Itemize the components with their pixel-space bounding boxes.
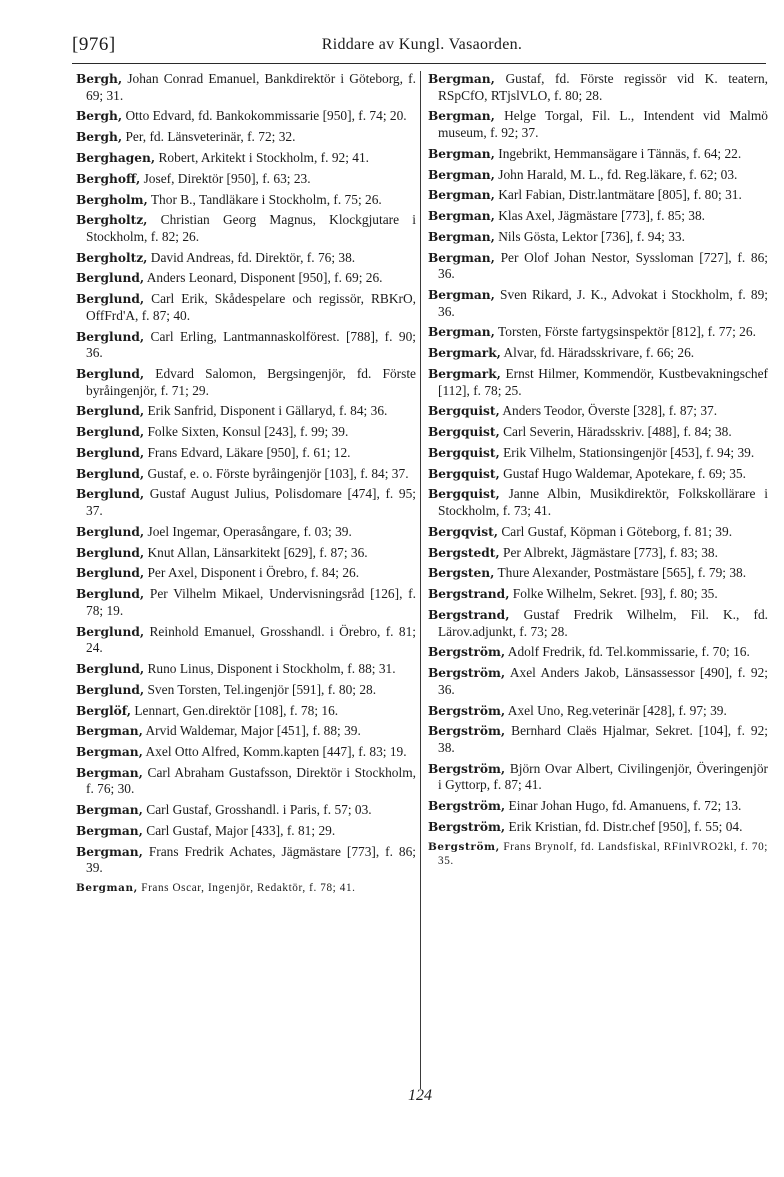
entry-details: Reinhold Emanuel, Grosshandl. i Örebro, f. 81; 24.: [86, 623, 416, 656]
entry-surname: Bergström,: [428, 799, 506, 814]
register-entry: [428, 108, 768, 141]
entry-details: Thor B., Tandläkare i Stockholm, f. 75; 26.: [150, 191, 382, 207]
entry-details: Frans Oscar, Ingenjör, Redaktör, f. 78; 41.: [141, 882, 356, 895]
register-entry: [76, 881, 416, 896]
entry-surname: Bergström,: [428, 703, 506, 718]
entry-details: Gustaf Hugo Waldemar, Apotekare, f. 69; 35.: [503, 465, 746, 481]
entry-surname: Bergquist,: [428, 445, 500, 460]
entry-details: Joel Ingemar, Operasångare, f. 03; 39.: [147, 523, 352, 539]
entry-surname: Bergstrand,: [428, 587, 510, 602]
register-entry: [428, 466, 768, 483]
register-entry: [76, 744, 416, 761]
entry-details: Carl Abraham Gustafsson, Direktör i Stockholm, f. 76; 30.: [86, 764, 416, 797]
entry-details: Janne Albin, Musikdirektör, Folkskollärare i Stockholm, f. 73; 41.: [438, 486, 768, 519]
entry-details: Carl Erik, Skådespelare och regissör, RBKrO, OffFrd'A, f. 87; 40.: [86, 291, 416, 323]
entry-surname: Bergman,: [76, 882, 138, 895]
entry-details: Ernst Hilmer, Kommendör, Kustbevakningschef [112], f. 78; 25.: [438, 365, 768, 398]
entry-surname: Berglund,: [76, 366, 145, 381]
register-entry: [428, 71, 768, 104]
entry-surname: Bergqvist,: [428, 524, 498, 539]
entry-surname: Bergman,: [76, 745, 143, 760]
register-entry: [428, 586, 768, 603]
entry-details: Carl Gustaf, Köpman i Göteborg, f. 81; 39.: [501, 523, 733, 539]
register-entry: [428, 424, 768, 441]
entry-surname: Bergman,: [76, 844, 143, 859]
entry-surname: Berglund,: [76, 524, 145, 539]
register-entry: [76, 445, 416, 462]
entry-details: Erik Sanfrid, Disponent i Gällaryd, f. 84; 36.: [147, 403, 388, 419]
entry-details: Nils Gösta, Lektor [736], f. 94; 33.: [498, 228, 685, 244]
entry-surname: Bergman,: [428, 250, 495, 265]
register-entry: [76, 586, 416, 619]
entry-surname: Berglund,: [76, 445, 145, 460]
entry-surname: Berghagen,: [76, 150, 156, 165]
entry-details: Alvar, fd. Häradsskrivare, f. 66; 26.: [503, 345, 695, 361]
register-entry: [428, 208, 768, 225]
entry-details: Carl Gustaf, Grosshandl. i Paris, f. 57; 03.: [146, 802, 372, 818]
entry-details: David Andreas, fd. Direktör, f. 76; 38.: [150, 249, 356, 265]
entry-details: Ingebrikt, Hemmansägare i Tännäs, f. 64; 22.: [498, 145, 742, 161]
register-entry: [76, 403, 416, 420]
register-entry: [76, 466, 416, 483]
register-entry: [76, 823, 416, 840]
entry-surname: Berglund,: [76, 487, 145, 502]
entry-details: Karl Fabian, Distr.lantmätare [805], f. 80; 31.: [498, 187, 742, 203]
register-entry: [428, 665, 768, 698]
entry-details: Frans Edvard, Läkare [950], f. 61; 12.: [147, 444, 351, 460]
entry-details: Adolf Fredrik, fd. Tel.kommissarie, f. 70; 16.: [507, 644, 750, 660]
register-entry: [76, 703, 416, 720]
register-entry: [428, 486, 768, 519]
entry-details: Josef, Direktör [950], f. 63; 23.: [143, 170, 311, 186]
register-entry: [76, 844, 416, 877]
entry-surname: Berglund,: [76, 425, 145, 440]
entry-surname: Berglund,: [76, 566, 145, 581]
entry-surname: Bergholm,: [76, 192, 148, 207]
entry-details: Bernhard Claës Hjalmar, Sekret. [104], f. 92; 38.: [438, 723, 768, 755]
entry-details: Gustaf, fd. Förste regissör vid K. teatern, RSpCfO, RTjslVLO, f. 80; 28.: [438, 71, 768, 103]
entry-details: Edvard Salomon, Bergsingenjör, fd. Förste byråingenjör, f. 71; 29.: [86, 365, 416, 398]
entry-details: Gustaf August Julius, Polisdomare [474], f. 95; 37.: [86, 486, 416, 519]
entry-surname: Bergman,: [428, 188, 495, 203]
entry-surname: Bergh,: [76, 130, 123, 145]
entry-surname: Bergström,: [428, 819, 506, 834]
entry-surname: Berglund,: [76, 292, 145, 307]
register-entry: [76, 682, 416, 699]
entry-details: Arvid Waldemar, Major [451], f. 88; 39.: [145, 723, 361, 739]
running-title: Riddare av Kungl. Vasaorden.: [321, 36, 523, 53]
register-entry: [76, 524, 416, 541]
entry-surname: Bergmark,: [428, 366, 501, 381]
register-entry: [428, 644, 768, 661]
entry-details: Klas Axel, Jägmästare [773], f. 85; 38.: [498, 208, 706, 224]
register-entry: [428, 366, 768, 399]
entry-details: Per Vilhelm Mikael, Undervisningsråd [126], f. 78; 19.: [86, 586, 416, 618]
right-column: [428, 71, 768, 873]
entry-surname: Bergman,: [428, 288, 495, 303]
entry-surname: Berglund,: [76, 404, 145, 419]
entry-surname: Bergström,: [428, 840, 500, 853]
register-entry: [428, 840, 768, 869]
entry-surname: Bergh,: [76, 109, 123, 124]
register-entry: [428, 703, 768, 720]
entry-details: Gustaf, e. o. Förste byråingenjör [103], f. 84; 37.: [147, 465, 409, 481]
entry-surname: Berglund,: [76, 545, 145, 560]
entry-surname: Bergsten,: [428, 566, 495, 581]
register-entry: [76, 661, 416, 678]
register-entry: [76, 171, 416, 188]
page-number: [976]: [72, 34, 116, 55]
entry-surname: Bergmark,: [428, 346, 501, 361]
entry-details: Torsten, Förste fartygsinspektör [812], f. 77; 26.: [498, 324, 756, 340]
entry-surname: Bergman,: [428, 109, 495, 124]
register-entry: [428, 445, 768, 462]
register-entry: [76, 624, 416, 657]
entry-details: Axel Anders Jakob, Länsassessor [490], f. 92; 36.: [438, 665, 769, 697]
register-entry: [76, 366, 416, 399]
entry-surname: Bergström,: [428, 724, 506, 739]
entry-surname: Berglund,: [76, 329, 145, 344]
register-entry: [428, 229, 768, 246]
entry-surname: Bergholtz,: [76, 250, 148, 265]
entry-details: Anders Teodor, Överste [328], f. 87; 37.: [502, 403, 718, 419]
register-entry: [76, 545, 416, 562]
entry-details: Einar Johan Hugo, fd. Amanuens, f. 72; 13.: [508, 798, 742, 814]
entry-surname: Berglund,: [76, 466, 145, 481]
register-entry: [428, 723, 768, 756]
entry-details: Carl Erling, Lantmannaskolförest. [788], f. 90; 36.: [86, 328, 416, 361]
entry-details: Axel Uno, Reg.veterinär [428], f. 97; 39.: [507, 702, 727, 718]
entry-details: Runo Linus, Disponent i Stockholm, f. 88; 31.: [147, 660, 396, 676]
register-entry: [428, 524, 768, 541]
register-entry: [76, 723, 416, 740]
entry-surname: Bergman,: [76, 824, 143, 838]
entry-surname: Bergström,: [428, 666, 506, 681]
entry-details: Anders Leonard, Disponent [950], f. 69; 26.: [146, 270, 383, 286]
register-entry: [428, 565, 768, 582]
entry-surname: Bergman,: [76, 803, 143, 818]
register-entry: [428, 146, 768, 163]
register-entry: [76, 108, 416, 125]
register-entry: [428, 167, 768, 184]
register-entry: [76, 765, 416, 798]
register-entry: [76, 424, 416, 441]
entry-surname: Bergman,: [428, 325, 495, 340]
register-entry: [76, 329, 416, 362]
register-entry: [76, 129, 416, 146]
entry-surname: Bergquist,: [428, 404, 500, 419]
folio-number: 124: [408, 1087, 432, 1104]
entry-details: Sven Torsten, Tel.ingenjör [591], f. 80; 28.: [147, 681, 377, 697]
entry-surname: Berglund,: [76, 624, 145, 639]
entry-details: Robert, Arkitekt i Stockholm, f. 92; 41.: [158, 149, 370, 165]
entry-details: Helge Torgal, Fil. L., Intendent vid Malmö museum, f. 92; 37.: [438, 108, 768, 140]
entry-details: Per Axel, Disponent i Örebro, f. 84; 26.: [147, 565, 360, 581]
entry-details: Carl Severin, Häradsskriv. [488], f. 84; 38.: [503, 424, 732, 440]
entry-details: Per, fd. Länsveterinär, f. 72; 32.: [125, 129, 296, 145]
entry-details: Knut Allan, Länsarkitekt [629], f. 87; 36.: [147, 544, 368, 560]
entry-details: Thure Alexander, Postmästare [565], f. 79; 38.: [497, 565, 747, 581]
register-entry: [76, 212, 416, 245]
register-entry: [76, 270, 416, 287]
entry-surname: Bergh,: [76, 72, 123, 86]
left-column: [76, 71, 416, 900]
register-entry: [428, 607, 768, 640]
register-entry: [428, 187, 768, 204]
entry-surname: Berglund,: [76, 271, 145, 286]
entry-details: Erik Vilhelm, Stationsingenjör [453], f. 94; 39.: [503, 444, 755, 460]
entry-surname: Berglöf,: [76, 703, 131, 718]
entry-details: Gustaf Fredrik Wilhelm, Fil. K., fd. Lärov.adjunkt, f. 73; 28.: [438, 606, 768, 639]
entry-surname: Bergquist,: [428, 425, 500, 440]
entry-details: Lennart, Gen.direktör [108], f. 78; 16.: [134, 702, 339, 718]
register-entry: [428, 250, 768, 283]
entry-details: Axel Otto Alfred, Komm.kapten [447], f. 83; 19.: [145, 744, 407, 760]
entry-surname: Bergman,: [76, 724, 143, 739]
register-entry: [428, 287, 768, 320]
entry-details: Folke Sixten, Konsul [243], f. 99; 39.: [147, 424, 349, 440]
entry-surname: Bergstedt,: [428, 545, 500, 560]
entry-details: Per Olof Johan Nestor, Syssloman [727], f. 86; 36.: [438, 249, 768, 282]
register-entry: [428, 403, 768, 420]
register-entry: [76, 192, 416, 209]
entry-surname: Bergquist,: [428, 487, 500, 502]
entry-details: Johan Conrad Emanuel, Bankdirektör i Göteborg, f. 69; 31.: [86, 71, 416, 103]
entry-surname: Bergquist,: [428, 466, 500, 481]
column-divider: [420, 71, 421, 1089]
register-entry: [428, 798, 768, 815]
entry-surname: Bergman,: [428, 167, 495, 182]
register-entry: [428, 324, 768, 341]
register-entry: [428, 761, 768, 794]
entry-surname: Bergholtz,: [76, 213, 148, 228]
entry-details: Otto Edvard, fd. Bankokommissarie [950], f. 74; 20.: [125, 108, 407, 124]
entry-surname: Bergman,: [428, 229, 495, 244]
register-entry: [428, 545, 768, 562]
register-entry: [76, 250, 416, 267]
header-rule: [72, 63, 766, 64]
entry-surname: Bergman,: [428, 209, 495, 224]
entry-surname: Bergström,: [428, 645, 506, 660]
entry-details: Per Albrekt, Jägmästare [773], f. 83; 38.: [503, 544, 718, 560]
entry-surname: Berglund,: [76, 661, 145, 676]
register-entry: [76, 291, 416, 324]
register-entry: [76, 565, 416, 582]
entry-details: Frans Fredrik Achates, Jägmästare [773], f. 86; 39.: [86, 843, 416, 876]
entry-details: Frans Brynolf, fd. Landsfiskal, RFinlVRO2kl, f. 70; 35.: [438, 840, 768, 868]
entry-surname: Berghoff,: [76, 171, 141, 186]
entry-surname: Bergman,: [428, 72, 495, 86]
entry-surname: Bergman,: [428, 146, 495, 161]
register-entry: [76, 486, 416, 519]
entry-details: Carl Gustaf, Major [433], f. 81; 29.: [146, 823, 336, 838]
register-entry: [428, 345, 768, 362]
entry-details: John Harald, M. L., fd. Reg.läkare, f. 62; 03.: [498, 166, 738, 182]
entry-surname: Bergstrand,: [428, 607, 510, 622]
register-entry: [76, 71, 416, 104]
register-entry: [428, 819, 768, 836]
entry-details: Sven Rikard, J. K., Advokat i Stockholm, f. 89; 36.: [438, 287, 768, 319]
entry-surname: Berglund,: [76, 587, 145, 602]
register-entry: [76, 802, 416, 819]
entry-details: Björn Ovar Albert, Civilingenjör, Överingenjör i Gyttorp, f. 87; 41.: [438, 760, 768, 793]
entry-details: Christian Georg Magnus, Klockgjutare i Stockholm, f. 82; 26.: [86, 212, 416, 244]
entry-surname: Bergman,: [76, 765, 143, 780]
register-entry: [76, 150, 416, 167]
entry-surname: Bergström,: [428, 761, 506, 776]
entry-surname: Berglund,: [76, 682, 145, 697]
entry-details: Erik Kristian, fd. Distr.chef [950], f. 55; 04.: [508, 818, 743, 834]
entry-details: Folke Wilhelm, Sekret. [93], f. 80; 35.: [512, 586, 718, 602]
